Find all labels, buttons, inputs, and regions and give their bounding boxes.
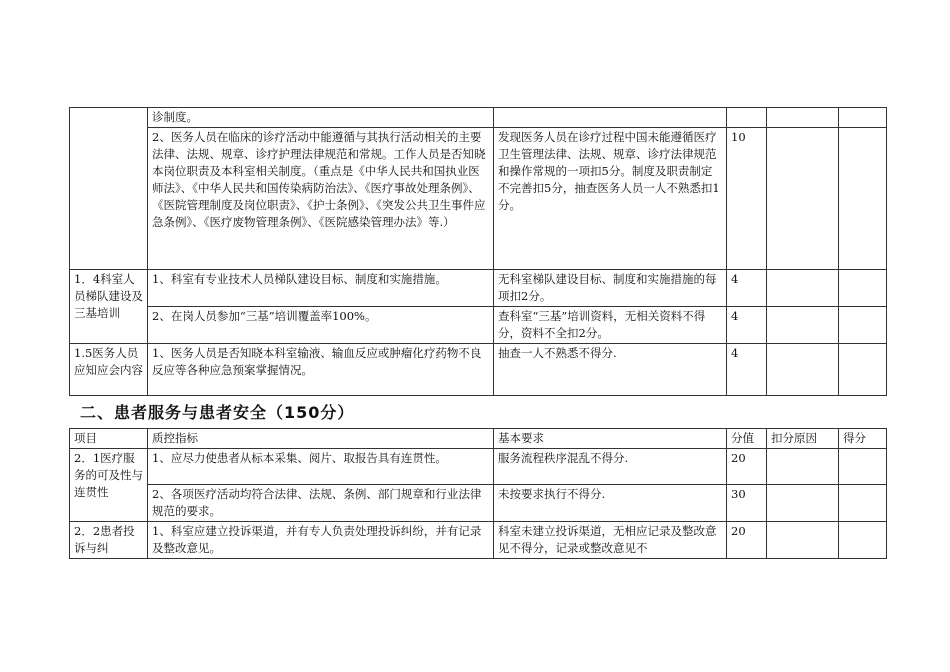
deduction-reason-cell: [767, 128, 839, 270]
requirement-cell: 服务流程秩序混乱不得分.: [494, 449, 727, 485]
result-score-cell: [839, 449, 887, 485]
indicator-cell: 1、应尽力使患者从标本采集、阅片、取报告具有连贯性。: [148, 449, 494, 485]
result-score-cell: [839, 485, 887, 522]
table-row: [70, 108, 887, 128]
item-cell: [70, 108, 148, 270]
result-score-cell: [839, 307, 887, 344]
requirement-cell: [494, 108, 727, 128]
indicator-cell: 2、在岗人员参加“三基”培训覆盖率100%。: [148, 307, 494, 344]
quality-control-table-part2: [69, 428, 887, 559]
requirement-cell: 查科室“三基”培训资料，无相关资料不得分，资料不全扣2分。: [494, 307, 727, 344]
requirement-cell: 科室未建立投诉渠道，无相应记录及整改意见不得分，记录或整改意见不: [494, 522, 727, 559]
deduction-reason-cell: [767, 449, 839, 485]
score-cell: 4: [727, 307, 767, 344]
result-score-cell: [839, 522, 887, 559]
header-indicator: 质控指标: [148, 429, 494, 449]
item-cell: 1.5医务人员应知应会内容: [70, 344, 148, 396]
table-row: [70, 344, 887, 396]
header-deduction-reason: 扣分原因: [767, 429, 839, 449]
deduction-reason-cell: [767, 270, 839, 307]
indicator-cell: 1、科室应建立投诉渠道，并有专人负责处理投诉纠纷，并有记录及整改意见。: [148, 522, 494, 559]
table-row: [70, 522, 887, 559]
result-score-cell: [839, 108, 887, 128]
table-row: [70, 128, 887, 270]
score-cell: 4: [727, 270, 767, 307]
item-cell: 1．4科室人员梯队建设及三基培训: [70, 270, 148, 344]
deduction-reason-cell: [767, 108, 839, 128]
score-cell: 20: [727, 522, 767, 559]
indicator-cell: 2、各项医疗活动均符合法律、法规、条例、部门规章和行业法律规范的要求。: [148, 485, 494, 522]
score-cell: 20: [727, 449, 767, 485]
result-score-cell: [839, 128, 887, 270]
deduction-reason-cell: [767, 307, 839, 344]
requirement-cell: 无科室梯队建设目标、制度和实施措施的每项扣2分。: [494, 270, 727, 307]
table-row: [70, 270, 887, 307]
table-row: [70, 307, 887, 344]
score-cell: 10: [727, 128, 767, 270]
result-score-cell: [839, 270, 887, 307]
requirement-cell: 未按要求执行不得分.: [494, 485, 727, 522]
deduction-reason-cell: [767, 522, 839, 559]
requirement-cell: 抽查一人不熟悉不得分.: [494, 344, 727, 396]
item-cell: 2．1医疗服务的可及性与连贯性: [70, 449, 148, 522]
score-cell: 4: [727, 344, 767, 396]
header-item: 项目: [70, 429, 148, 449]
quality-control-table-part1: [69, 107, 887, 396]
section-title: 二、患者服务与患者安全（150分）: [80, 403, 355, 422]
item-cell: 2．2患者投诉与纠: [70, 522, 148, 559]
result-score-cell: [839, 344, 887, 396]
table-row: [70, 485, 887, 522]
header-result-score: 得分: [839, 429, 887, 449]
requirement-cell: 发现医务人员在诊疗过程中国未能遵循医疗卫生管理法律、法规、规章、诊疗法律规范和操作常规的一项扣5分。制度及职责制定不完善扣5分，抽查医务人员一人不熟悉扣1分。: [494, 128, 727, 270]
score-cell: [727, 108, 767, 128]
score-cell: 30: [727, 485, 767, 522]
indicator-cell: 1、科室有专业技术人员梯队建设目标、制度和实施措施。: [148, 270, 494, 307]
header-requirement: 基本要求: [494, 429, 727, 449]
header-score: 分值: [727, 429, 767, 449]
table-header-row: [70, 429, 887, 449]
indicator-cell: 诊制度。: [148, 108, 494, 128]
indicator-cell: 2、医务人员在临床的诊疗活动中能遵循与其执行活动相关的主要法律、法规、规章、诊疗护理法律规范和常规。工作人员是否知晓本岗位职责及本科室相关制度。（重点是《中华人民共和国执业医师法》、《中华人民共和国传染病防治法》、《医疗事故处理条例》、《医院管理制度及岗位职责》、《护士条例》、《突发公共卫生事件应急条例》、《医疗废物管理条例》、《医院感染管理办法》等.）: [148, 128, 494, 270]
deduction-reason-cell: [767, 485, 839, 522]
deduction-reason-cell: [767, 344, 839, 396]
table-row: [70, 449, 887, 485]
indicator-cell: 1、医务人员是否知晓本科室输液、输血反应或肿瘤化疗药物不良反应等各种应急预案掌握情况。: [148, 344, 494, 396]
